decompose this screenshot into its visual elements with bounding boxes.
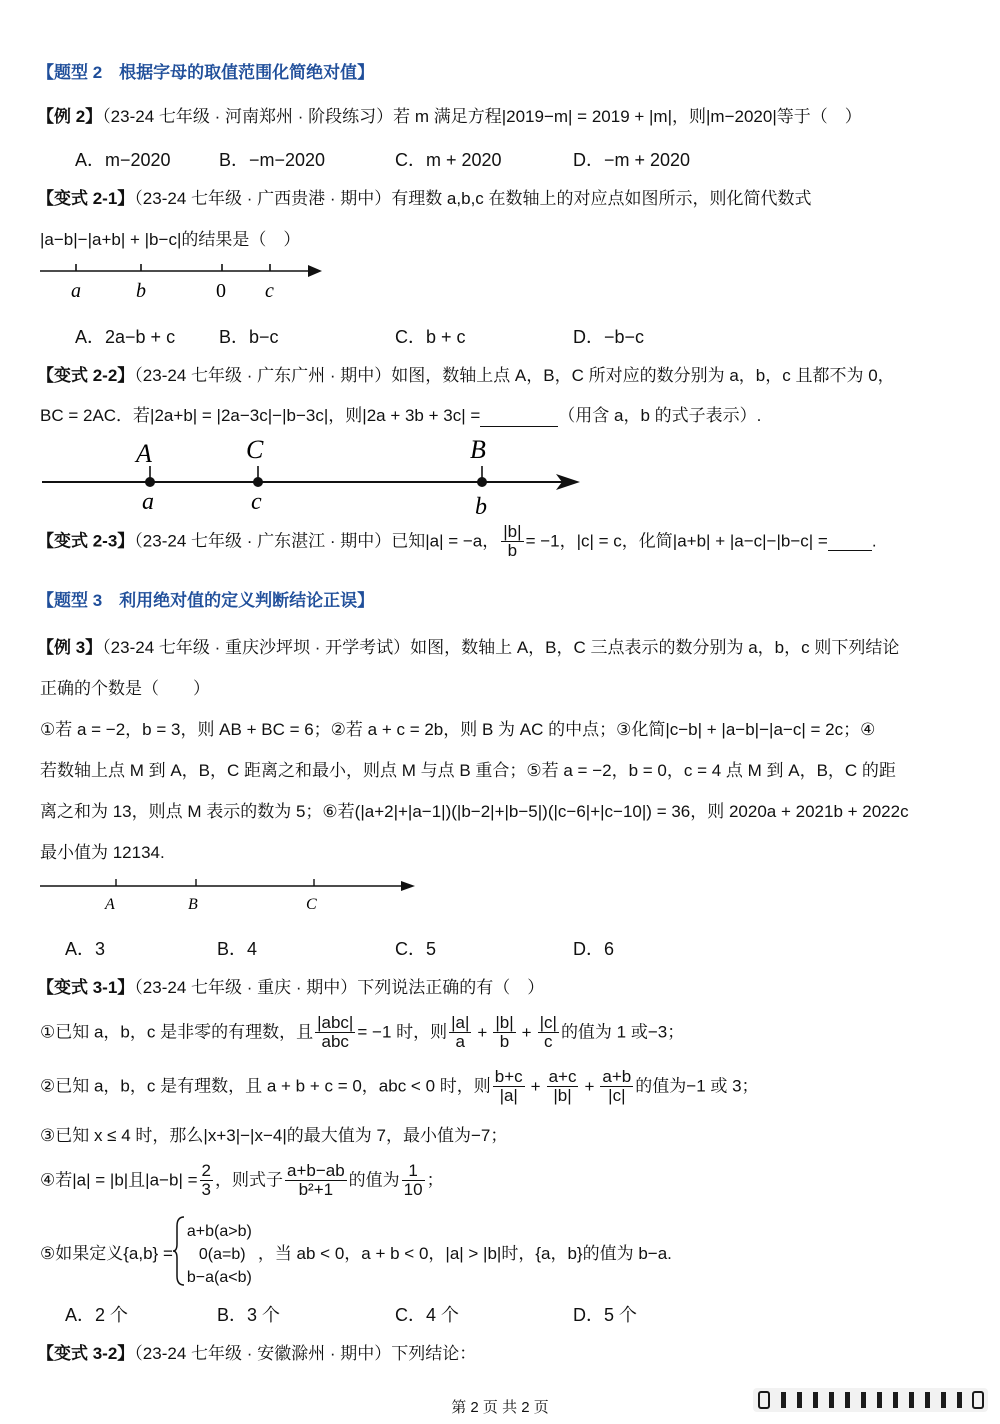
ex3-option-b: B．4 bbox=[217, 939, 258, 959]
variant-3-1-head: 【变式 3-1】 bbox=[37, 978, 135, 997]
nl22-upper-B: B bbox=[470, 435, 486, 464]
nl3-label-A: A bbox=[105, 896, 115, 913]
example-2 bbox=[37, 106, 862, 128]
v31-statement-5: ⑤如果定义{a,b} = a+b(a>b) 0(a=b) b−a(a<b) ，当 ab < 0，a + b < 0，|a| > |b|时，{a，b}的值为 b−a. bbox=[40, 1216, 672, 1292]
variant-2-3 bbox=[37, 523, 877, 560]
ex2-option-c: C．m + 2020 bbox=[395, 150, 502, 170]
number-line-2-2 bbox=[38, 432, 588, 522]
v23-text-c: . bbox=[871, 531, 877, 551]
nl22-lower-a: a bbox=[142, 489, 154, 515]
variant-2-2-head: 【变式 2-2】 bbox=[37, 366, 135, 385]
case-1: a+b(a>b) bbox=[186, 1222, 252, 1240]
ex3-option-c: C．5 bbox=[395, 939, 437, 959]
v23-blank bbox=[828, 532, 872, 551]
case-3: b−a(a<b) bbox=[186, 1268, 252, 1286]
v23-text-a: （23-24 七年级 · 广东湛江 · 期中）已知|a| = −a， bbox=[134, 531, 500, 551]
ex2-option-a: A．m−2020 bbox=[75, 150, 171, 170]
v31-s4-frac-2: $\frac{a+b-ab}{\text{b²+1}}$ bbox=[286, 1161, 345, 1199]
v31-s2-frac-2: $\frac{a+c}{|b|}$ bbox=[548, 1067, 577, 1105]
v22-text2b: （用含 a，b 的式子表示）. bbox=[558, 406, 762, 425]
v31-statement-2: ②已知 a，b，c 是有理数，且 a + b + c = 0，abc < 0 时，则 $\frac{b+c}{|a|}$ + $\frac{a+c}{|b|}$ + $\frac{a+b}{|c|}$ 的值为−1 或 3； bbox=[40, 1067, 759, 1105]
v31-option-a: A．2 个 bbox=[65, 1305, 129, 1325]
v31-s4-frac-1: $\frac{2}{3}$ bbox=[201, 1161, 211, 1199]
v21-option-b: B．b−c bbox=[219, 327, 279, 347]
nl3-label-C: C bbox=[306, 896, 317, 913]
example-3-text4: 若数轴上点 M 到 A，B，C 距离之和最小，则点 M 与点 B 重合；⑤若 a = −2，b = 0，c = 4 点 M 到 A，B，C 的距 bbox=[40, 761, 896, 780]
variant-2-1-text: （23-24 七年级 · 广西贵港 · 期中）有理数 a,b,c 在数轴上的对应点如图所示，则化简代数式 bbox=[134, 189, 812, 208]
variant-2-1 bbox=[37, 188, 812, 210]
variant-3-2-text: （23-24 七年级 · 安徽滁州 · 期中）下列结论： bbox=[134, 1344, 477, 1363]
nl22-lower-b: b bbox=[475, 494, 487, 520]
nl3-label-B: B bbox=[188, 896, 198, 913]
v31-s1-frac-c: $\frac{|c|}{c}$ bbox=[539, 1013, 557, 1051]
example-2-head: 【例 2】 bbox=[37, 107, 103, 126]
page-footer: 第 2 页 共 2 页 bbox=[451, 1399, 549, 1416]
variant-2-3-head: 【变式 2-3】 bbox=[37, 531, 135, 551]
section-title-type3: 【题型 3 利用绝对值的定义判断结论正误】 bbox=[37, 591, 375, 610]
section-title-type2: 【题型 2 根据字母的取值范围化简绝对值】 bbox=[37, 63, 375, 82]
variant-3-2 bbox=[37, 1343, 476, 1365]
variant-2-1-text2: |a−b|−|a+b| + |b−c|的结果是（ ） bbox=[40, 230, 301, 249]
v22-text2a: BC = 2AC．若|2a+b| = |2a−3c|−|b−3c|，则|2a + 3b + 3c| = bbox=[40, 406, 481, 425]
example-3 bbox=[37, 637, 899, 659]
v21-option-a: A．2a−b + c bbox=[75, 327, 176, 347]
cases-block bbox=[187, 1220, 252, 1289]
variant-2-2-text2 bbox=[40, 405, 761, 427]
number-line-2-1 bbox=[38, 258, 328, 308]
v31-s1-frac-a: $\frac{|a|}{a}$ bbox=[451, 1013, 470, 1051]
variant-2-2-text: （23-24 七年级 · 广东广州 · 期中）如图，数轴上点 A，B，C 所对应的数分别为 a，b，c 且都不为 0， bbox=[134, 366, 895, 385]
v31-option-c: C．4 个 bbox=[395, 1305, 460, 1325]
example-2-text: （23-24 七年级 · 河南郑州 · 阶段练习）若 m 满足方程|2019−m| = 2019 + |m|，则|m−2020|等于（ ） bbox=[102, 107, 862, 126]
v31-statement-3: ③已知 x ≤ 4 时，那么|x+3|−|x−4|的最大值为 7，最小值为−7； bbox=[40, 1126, 508, 1145]
v31-statement-4: ④若|a| = |b|且|a−b| = $\frac{2}{3}$ ，则式子 $\frac{a+b-ab}{\text{b²+1}}$ 的值为 $\frac{1}{10}$ ； bbox=[40, 1161, 444, 1199]
nl22-upper-C: C bbox=[246, 435, 264, 464]
nl21-label-a: a bbox=[71, 280, 81, 302]
v31-s1-frac-abc: $\frac{\text{|abc|}}{\text{abc}}$ bbox=[317, 1013, 354, 1051]
v21-option-c: C．b + c bbox=[395, 327, 466, 347]
example-3-text2: 正确的个数是（ ） bbox=[40, 679, 210, 698]
example-3-head: 【例 3】 bbox=[37, 638, 103, 657]
cases-brace bbox=[173, 1216, 185, 1292]
variant-3-2-head: 【变式 3-2】 bbox=[37, 1344, 135, 1363]
number-line-ex3 bbox=[38, 874, 423, 916]
nl22-lower-c: c bbox=[251, 489, 262, 515]
v31-s1-frac-b: $\frac{|b|}{b}$ bbox=[495, 1013, 514, 1051]
ex3-option-d: D．6 bbox=[573, 939, 615, 959]
v23-text-b: = −1，|c| = c，化简|a+b| + |a−c|−|b−c| = bbox=[525, 531, 828, 551]
v31-s2-frac-1: $\frac{b+c}{|a|}$ bbox=[494, 1067, 523, 1105]
ex3-option-a: A．3 bbox=[65, 939, 106, 959]
page-scrollbar[interactable] bbox=[753, 1388, 988, 1412]
ex2-option-b: B．−m−2020 bbox=[219, 150, 326, 170]
v31-option-b: B．3 个 bbox=[217, 1305, 281, 1325]
example-3-text6: 最小值为 12134. bbox=[40, 843, 165, 862]
v22-blank bbox=[480, 408, 558, 427]
example-3-text1: （23-24 七年级 · 重庆沙坪坝 · 开学考试）如图，数轴上 A，B，C 三点表示的数分别为 a，b，c 则下列结论 bbox=[102, 638, 900, 657]
variant-3-1 bbox=[37, 977, 544, 999]
variant-2-2 bbox=[37, 365, 895, 387]
nl22-upper-A: A bbox=[136, 439, 152, 468]
ex2-option-d: D．−m + 2020 bbox=[573, 150, 691, 170]
v31-s2-frac-3: $\frac{a+b}{|c|}$ bbox=[602, 1067, 632, 1105]
example-3-text5: 离之和为 13，则点 M 表示的数为 5；⑥若(|a+2|+|a−1|)(|b−2|+|b−5|)(|c−6|+|c−10|) = 36，则 2020a + 2021b + 2022c bbox=[40, 802, 909, 821]
case-2: 0(a=b) bbox=[198, 1245, 246, 1263]
variant-2-1-head: 【变式 2-1】 bbox=[37, 189, 135, 208]
variant-3-1-text: （23-24 七年级 · 重庆 · 期中）下列说法正确的有（ ） bbox=[134, 978, 545, 997]
v31-option-d: D．5 个 bbox=[573, 1305, 638, 1325]
v23-fraction: $\frac{|b|}{b}$ bbox=[503, 522, 522, 560]
example-3-text3: ①若 a = −2，b = 3，则 AB + BC = 6；②若 a + c = 2b，则 B 为 AC 的中点；③化简|c−b| + |a−b|−|a−c| = 2c；④ bbox=[40, 720, 876, 739]
v21-option-d: D．−b−c bbox=[573, 327, 645, 347]
v31-s4-frac-3: $\frac{1}{10}$ bbox=[403, 1161, 423, 1199]
nl21-label-0: 0 bbox=[216, 280, 226, 302]
nl21-label-b: b bbox=[136, 280, 146, 302]
nl21-label-c: c bbox=[265, 280, 274, 302]
v31-statement-1: ①已知 a，b，c 是非零的有理数，且 $\frac{\text{|abc|}}{\text{abc}}$ = −1 时，则 $\frac{|a|}{a}$ + $\frac{|b|}{b}$ + $\frac{|c|}{c}$ 的值为 1 或−3； bbox=[40, 1013, 685, 1051]
